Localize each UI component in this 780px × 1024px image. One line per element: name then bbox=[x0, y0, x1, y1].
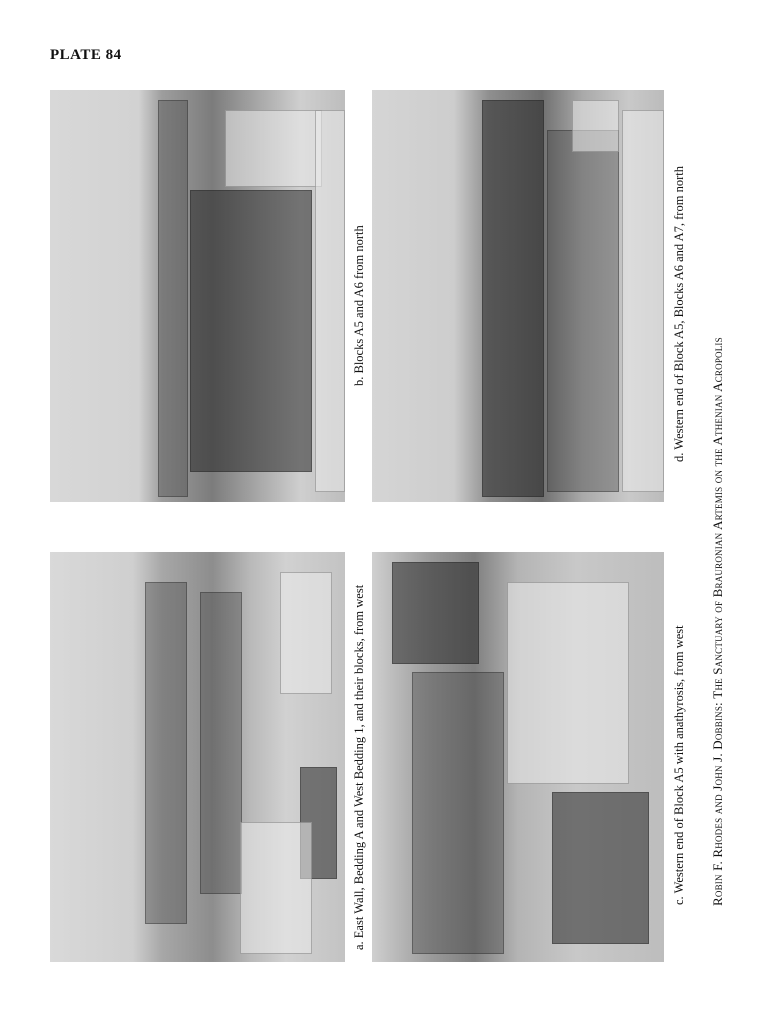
photo-c-block-a5-anathyrosis bbox=[372, 552, 664, 962]
photo-b-block bbox=[315, 110, 345, 492]
caption-b: b. Blocks A5 and A6 from north bbox=[352, 225, 366, 386]
photo-a-block bbox=[240, 822, 312, 954]
photo-d-block bbox=[482, 100, 544, 497]
footer-title: The Sanctuary of Brauronian Artemis on the Athenian Acropolis bbox=[710, 337, 725, 699]
photo-c-block bbox=[552, 792, 649, 944]
photo-c-block bbox=[507, 582, 629, 784]
photo-c-block bbox=[392, 562, 479, 664]
footer-authors: Robin F. Rhodes and John J. Dobbins: bbox=[710, 702, 725, 906]
photo-c-block bbox=[412, 672, 504, 954]
photo-b-block bbox=[158, 100, 188, 497]
photo-b-block bbox=[225, 110, 322, 187]
caption-a: a. East Wall, Bedding A and West Bedding 1, and their blocks, from west bbox=[352, 584, 366, 950]
photo-b-block bbox=[190, 190, 312, 472]
photo-a-block bbox=[200, 592, 242, 894]
photo-a-east-wall bbox=[50, 552, 345, 962]
caption-c: c. Western end of Block A5 with anathyrosis, from west bbox=[672, 625, 686, 905]
caption-d: d. Western end of Block A5, Blocks A6 and A7, from north bbox=[672, 166, 686, 462]
photo-d-block bbox=[622, 110, 664, 492]
photo-a-block bbox=[145, 582, 187, 924]
plate-number: PLATE 84 bbox=[50, 47, 122, 63]
photo-b-blocks-a5-a6 bbox=[50, 90, 345, 502]
photo-d-block bbox=[572, 100, 619, 152]
running-footer bbox=[710, 337, 726, 906]
photo-a-block bbox=[280, 572, 332, 694]
photo-d-blocks-a5-a6-a7 bbox=[372, 90, 664, 502]
photo-d-block bbox=[547, 130, 619, 492]
